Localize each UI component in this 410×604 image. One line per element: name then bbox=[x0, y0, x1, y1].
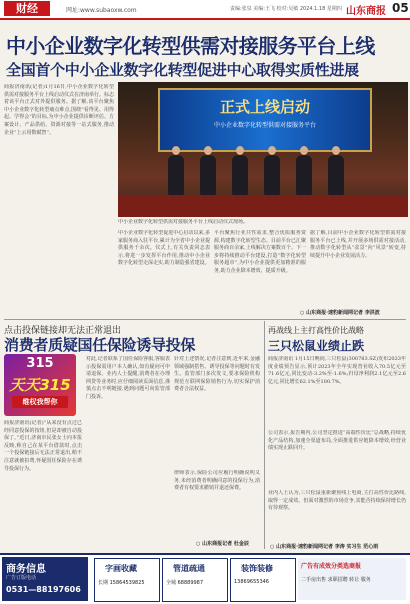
section-label: 财经 bbox=[4, 1, 50, 16]
ad-hotline-number: 0531—88197606 bbox=[6, 585, 81, 594]
sub-headline: 全国首个中小企业数字化转型促进中心取得实质性进展 bbox=[6, 61, 359, 79]
stage-floor bbox=[118, 195, 408, 217]
lead-article-byline: ○ 山东商报·速豹新闻网记者 李洪波 bbox=[300, 310, 380, 316]
article3-kicker: 再战线上主打高性价比战略 bbox=[268, 326, 364, 335]
article3-para3: 业内人士认为,三只松鼠重新聚焦线上电商,主打高性价比路线,取得一定成效。但面对激烈的市场竞争,其能否持续保持增长仍有待观察。 bbox=[268, 490, 406, 512]
consumer-rights-badge bbox=[4, 354, 76, 416]
drain-ad-title: 管道疏通 bbox=[173, 564, 205, 573]
calligraphy-ad bbox=[94, 558, 160, 602]
badge-title: 天天315 bbox=[9, 376, 71, 394]
article2-col1: 商报济南讯(记者)“从来没有点过已经同意投保的按钮,但是却被自动投保了。”近日,济南市民张女士向本报反映,称自己在某平台借款时,点击一个投保链接后无法正常退出,稍不注意就被扣费,怀疑国任保险存在诱导投保行为。 bbox=[4, 420, 82, 472]
website-url: 网址:www.subaoxw.com bbox=[66, 7, 137, 14]
person-figure bbox=[200, 155, 216, 195]
lead-article-col3: 平台聚焦行业共性需求,整合优质服务资源,构建数字化转型生态。目前平台已汇聚服务商百余家,上线解决方案数百个。下一步将持续推动平台建设,打造“数字化转型服务超市”,为中小企业提供更加精准的服务,助力企业降本增效、提质升级。 bbox=[214, 230, 306, 274]
article3-para1: 商报济南讯 1月15日晚间,三只松鼠(300783.SZ)发布2023年度业绩预告显示,预计2023年全年实现营业收入70.5亿元至71.6亿元,同比变动-3.2%至-1.6%;归母净利润2.1亿元至2.6亿元,同比增长62.1%至100.7%。 bbox=[268, 356, 406, 385]
renovation-ad bbox=[230, 558, 296, 602]
person-figure bbox=[232, 155, 248, 195]
business-info-ad bbox=[2, 557, 88, 601]
person-figure bbox=[328, 155, 344, 195]
screen-subtitle: 中小企业数字化转型供需对接服务平台 bbox=[213, 122, 316, 129]
column-divider bbox=[264, 321, 265, 549]
stage-screen bbox=[158, 88, 372, 152]
drain-cleaning-ad bbox=[162, 558, 228, 602]
business-info-title: 商务信息 bbox=[6, 564, 46, 575]
main-headline: 中小企业数字化转型供需对接服务平台上线 bbox=[6, 34, 375, 58]
article2-col2: 对此,记者联系了国任保险客服,客服表示投保需用户本人确认,如有疑问可申请退保。业内人士提醒,消费者在办理网贷等业务时,应仔细阅读页面信息,谨慎点击不明链接,遇到问题可向监管部门投诉。 bbox=[86, 356, 170, 400]
article2-col4: 律师表示,保险公司应履行明确说明义务,未经消费者明确同意的投保行为,消费者有权要求撤销并退还保费。 bbox=[174, 470, 260, 492]
ad-hotline-label: 广告订版电话 bbox=[6, 575, 37, 581]
calligraphy-ad-phone: 长期 15864539825 bbox=[98, 580, 145, 586]
article3-para2: 公司表示,报告期内,公司坚定推进“高端性价比”总战略,持续优化产品结构,加速全渠道布局,全面推进供应链降本增效,经营业绩实现止跌回升。 bbox=[268, 430, 406, 452]
lead-article-col1: 商报济南讯(记者)1月16日,中小企业数字化转型供需对接服务平台上线启动仪式在济南举行。标志着该平台正式对外提供服务。据了解,该平台聚焦中小企业数字化转型痛点难点,围绕“看得见、用得起、学得会”的目标,为中小企业提供诊断评估、方案设计、产品供给、资源对接等一站式服务,推动企业“上云用数赋智”。 bbox=[4, 84, 114, 136]
renovation-ad-title: 装饰装修 bbox=[241, 564, 273, 573]
photo-caption: 中小企业数字化转型供需对接服务平台上线启动仪式现场。 bbox=[118, 219, 249, 225]
lead-article-col2: 中小企业数字化转型促进中心启动以来,多家服务商入驻平台,累计为全省中小企业提供服务千余次。仪式上,有关负责同志表示,将进一步发挥平台作用,推动中小企业数字化转型走深走实,助力制造强省建设。 bbox=[118, 230, 210, 267]
article2-kicker: 点击投保链接却无法正常退出 bbox=[4, 326, 122, 336]
person-figure bbox=[264, 155, 280, 195]
classified-promo-ad bbox=[298, 558, 406, 600]
section-divider bbox=[4, 319, 406, 320]
classified-ads bbox=[0, 553, 410, 604]
person-figure bbox=[168, 155, 184, 195]
promo-ad-title: 广告有成效分类选商报 bbox=[301, 563, 362, 570]
promo-ad-categories: 二手房出售 求职招聘 转让 服务 bbox=[301, 577, 371, 583]
article2-title: 消费者质疑国任保险诱导投保 bbox=[4, 336, 196, 354]
article2-col3: 针对上述情况,记者注意到,近年来,金融领域强制搭售、诱导投保等问题时有发生。监管部门多次发文,要求保险机构规范互联网保险销售行为,切实保护消费者合法权益。 bbox=[174, 356, 260, 393]
renovation-ad-phone: 13869655346 bbox=[234, 579, 269, 585]
newspaper-name: 山东商报 bbox=[346, 6, 386, 17]
screen-title: 正式上线启动 bbox=[219, 98, 310, 116]
article2-byline: ○ 山东商报记者 杜金辰 bbox=[196, 541, 249, 547]
header-info: 责编:张泉 美编:王飞 校对:吴敏 2024.1.18 星期四 bbox=[230, 6, 342, 12]
badge-subtitle: 维权我帮你 bbox=[12, 396, 68, 408]
person-figure bbox=[296, 155, 312, 195]
launch-ceremony-photo bbox=[118, 82, 408, 217]
badge-number: 315 bbox=[26, 356, 54, 371]
drain-ad-phone: 全城 68889987 bbox=[166, 580, 204, 586]
article3-title: 三只松鼠业绩止跌 bbox=[268, 339, 365, 353]
article3-byline: ○ 山东商报·速豹新闻网记者 李涛 实习生 范心雨 bbox=[270, 544, 379, 550]
calligraphy-ad-title: 字画收藏 bbox=[105, 564, 137, 573]
lead-article-col4: 据了解,目前中小企业数字化转型供需对接服务平台已上线,并开展多场供需对接活动,推动数字化转型从“盆景”向“风景”转变,持续提升中小企业发展活力。 bbox=[310, 230, 406, 259]
page-number: 05 bbox=[392, 1, 409, 15]
